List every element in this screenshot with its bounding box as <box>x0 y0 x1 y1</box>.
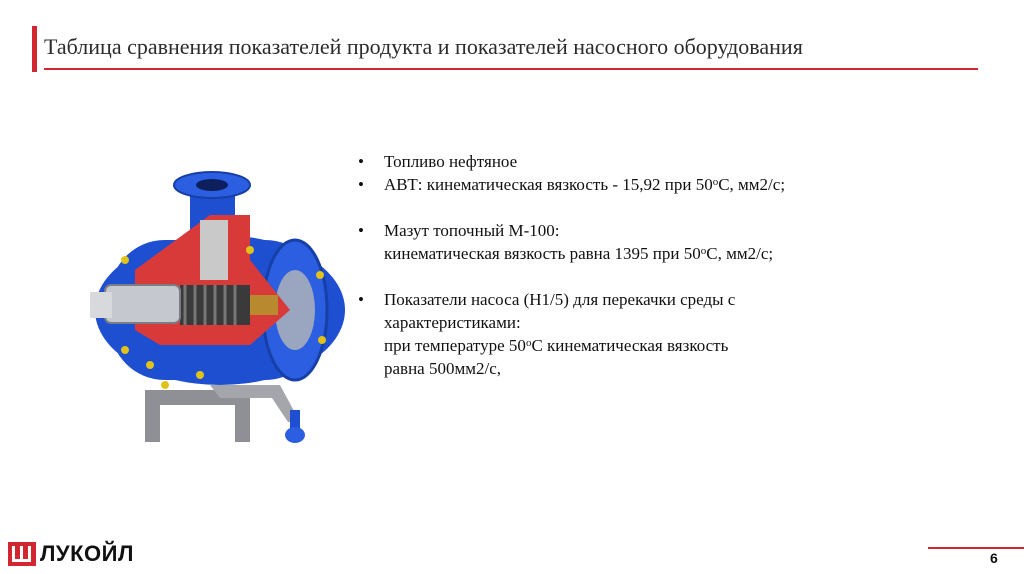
degree-sup: о <box>712 176 719 188</box>
pump-specs-line3 <box>358 334 878 357</box>
bullet-pump-specs <box>358 288 878 311</box>
bullet-fuel-text: Топливо нефтяное <box>384 152 518 171</box>
mazut-viscosity-units: С, мм2/с; <box>706 244 774 263</box>
pump-specs-line1: Показатели насоса (Н1/5) для перекачки среды с <box>384 290 736 309</box>
bullet-list <box>358 150 878 380</box>
pump-specs-line2 <box>358 311 878 334</box>
pump-specs-line4 <box>358 357 878 380</box>
title-accent-bar <box>32 26 37 72</box>
pump-specs-line3-tail: С кинематическая вязкость <box>531 336 729 355</box>
bullet-avt-units: С, мм2/с; <box>718 175 786 194</box>
mazut-viscosity-line <box>358 242 878 265</box>
bullet-mazut <box>358 219 878 242</box>
degree-sup: о <box>525 337 532 349</box>
bullet-fuel <box>358 150 878 173</box>
bullet-avt <box>358 173 878 196</box>
title-underline <box>44 68 978 70</box>
pump-specs-line3-text: при температуре 50 <box>384 336 526 355</box>
lukoil-logo <box>8 541 134 567</box>
pump-specs-line2-text: характеристиками: <box>384 313 521 332</box>
page-number-rule <box>928 547 1024 549</box>
lukoil-logo-icon <box>8 542 36 566</box>
mazut-viscosity-text: кинематическая вязкость равна 1395 при 50 <box>384 244 701 263</box>
page-number: 6 <box>990 550 998 566</box>
lukoil-logo-text: ЛУКОЙЛ <box>40 541 134 566</box>
slide-title: Таблица сравнения показателей продукта и показателей насосного оборудования <box>44 34 803 59</box>
bullet-avt-text: АВТ: кинематическая вязкость - 15,92 при 50 <box>384 175 713 194</box>
bullet-mazut-text: Мазут топочный М-100: <box>384 221 560 240</box>
degree-sup: о <box>700 245 707 257</box>
pump-specs-line4-text: равна 500мм2/с, <box>384 359 501 378</box>
pump-illustration <box>50 160 350 450</box>
